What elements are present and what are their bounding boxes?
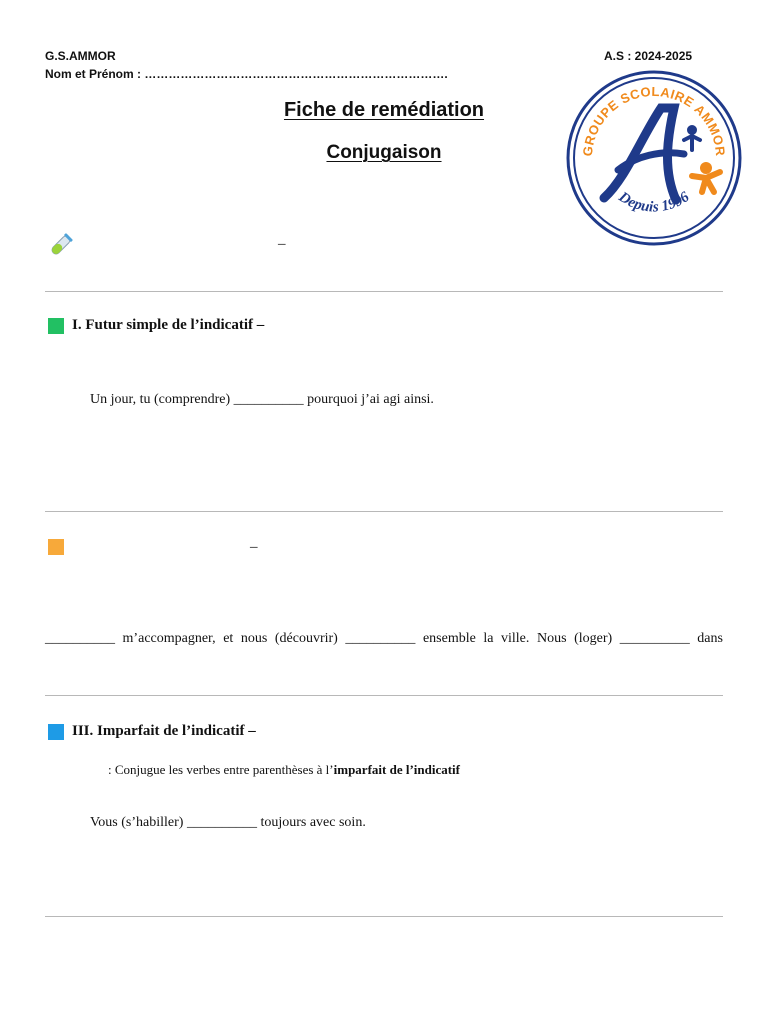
subtitle-text: Conjugaison	[326, 142, 442, 163]
divider	[45, 291, 723, 292]
word: nous	[240, 631, 268, 646]
exercise-1-sentence: Un jour, tu (comprendre) __________ pourquoi j’ai agi ainsi.	[90, 392, 434, 407]
word: Nous	[536, 631, 567, 646]
test-tube-icon	[49, 233, 73, 257]
word: m’accompagner,	[122, 631, 216, 646]
word: (découvrir)	[274, 631, 338, 646]
word: __________	[619, 631, 690, 646]
word: __________	[45, 631, 115, 646]
intro-dash: –	[278, 236, 286, 252]
divider	[45, 916, 723, 917]
student-name-line: Nom et Prénom : ………………………………………………………………….	[45, 67, 448, 81]
word: __________	[345, 631, 416, 646]
word: ensemble	[422, 631, 476, 646]
logo-since-text: Depuis 1996	[615, 189, 693, 216]
divider	[45, 695, 723, 696]
logo-arc-text: GROUPE SCOLAIRE AMMOR	[579, 83, 729, 157]
instruction-text: : Conjugue les verbes entre parenthèses à l’	[108, 762, 334, 777]
school-year: A.S : 2024-2025	[604, 49, 693, 63]
section-3-instruction	[108, 762, 460, 778]
divider	[45, 511, 723, 512]
instruction-bold-text: imparfait de l’indicatif	[333, 762, 461, 777]
section-3-heading: III. Imparfait de l’indicatif –	[72, 723, 256, 739]
title-text: Fiche de remédiation	[283, 99, 485, 121]
section-2-dash: –	[250, 539, 258, 555]
word: (loger)	[574, 631, 613, 646]
school-logo	[566, 68, 742, 248]
school-name: G.S.AMMOR	[45, 49, 116, 63]
word: ville.	[501, 631, 530, 646]
green-square-icon	[48, 318, 64, 334]
exercise-3-sentence: Vous (s’habiller) __________ toujours avec soin.	[90, 815, 366, 830]
word: et	[223, 631, 234, 646]
word: la	[483, 631, 494, 646]
section-1-heading: I. Futur simple de l’indicatif –	[72, 317, 265, 333]
orange-square-icon	[48, 539, 64, 555]
word: dans	[697, 631, 723, 646]
blue-square-icon	[48, 724, 64, 740]
exercise-2-sentence	[45, 631, 723, 647]
